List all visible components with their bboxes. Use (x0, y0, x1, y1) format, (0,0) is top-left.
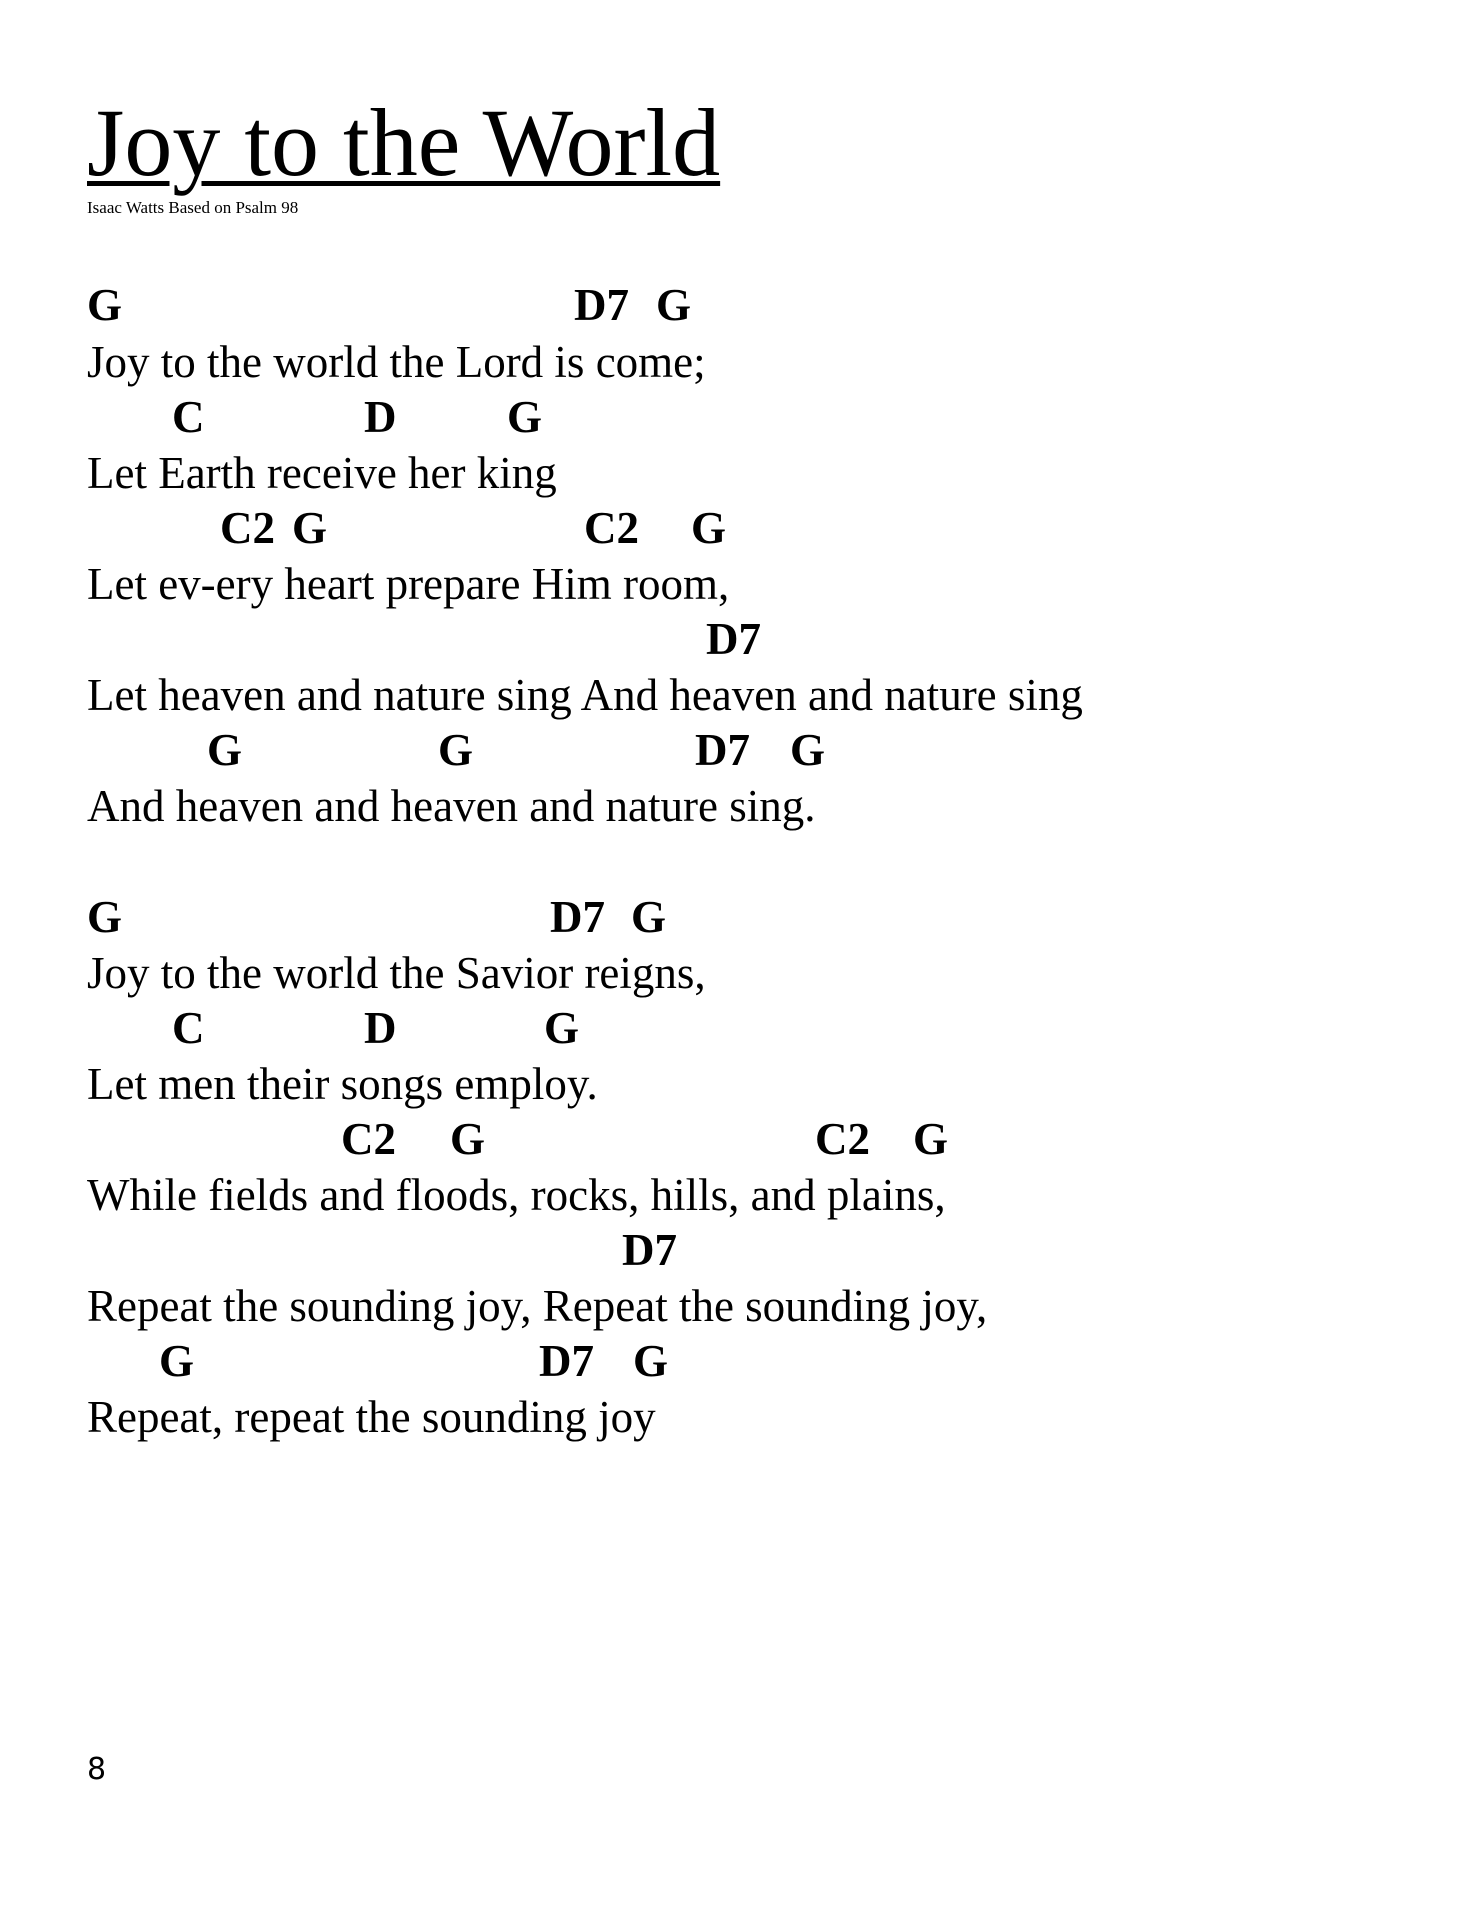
lyric-line: Let heaven and nature sing And heaven and nature sing (87, 670, 1083, 720)
chord: C2 (815, 1114, 870, 1164)
chord: G (544, 1003, 580, 1053)
chord: D7 (550, 892, 605, 942)
song-attribution: Isaac Watts Based on Psalm 98 (87, 198, 299, 217)
chord: G (87, 892, 123, 942)
chord: D (364, 1003, 397, 1053)
chord: D7 (574, 280, 629, 330)
chord: G (507, 392, 543, 442)
chord: G (207, 725, 243, 775)
lyric-line: Let ev-ery heart prepare Him room, (87, 559, 730, 609)
chord: G (631, 892, 667, 942)
lyric-line: Repeat, repeat the sounding joy (87, 1392, 656, 1442)
chord: G (790, 725, 826, 775)
chord: D7 (539, 1336, 594, 1386)
chord: C2 (584, 503, 639, 553)
chord: D7 (695, 725, 750, 775)
lyric-line: Let Earth receive her king (87, 448, 557, 498)
chord: G (159, 1336, 195, 1386)
lyric-line: Joy to the world the Savior reigns, (87, 948, 706, 998)
chord: C2 (341, 1114, 396, 1164)
chord: D (364, 392, 397, 442)
lyric-line: Joy to the world the Lord is come; (87, 337, 706, 387)
chord: G (691, 503, 727, 553)
lyric-line: While fields and floods, rocks, hills, and plains, (87, 1170, 946, 1220)
chord: G (450, 1114, 486, 1164)
page-number: 8 (87, 1752, 107, 1787)
chord: D7 (622, 1225, 677, 1275)
song-title: Joy to the World (87, 89, 721, 196)
chord: G (87, 280, 123, 330)
chord: G (438, 725, 474, 775)
lyric-line: Repeat the sounding joy, Repeat the sounding joy, (87, 1281, 988, 1331)
lyric-line: Let men their songs employ. (87, 1059, 598, 1109)
chord: C (172, 1003, 205, 1053)
chord: G (292, 503, 328, 553)
chord: D7 (706, 614, 761, 664)
chord: G (633, 1336, 669, 1386)
chord: G (913, 1114, 949, 1164)
lyric-line: And heaven and heaven and nature sing. (87, 781, 816, 831)
chord: C (172, 392, 205, 442)
chord: C2 (220, 503, 275, 553)
chord: G (656, 280, 692, 330)
